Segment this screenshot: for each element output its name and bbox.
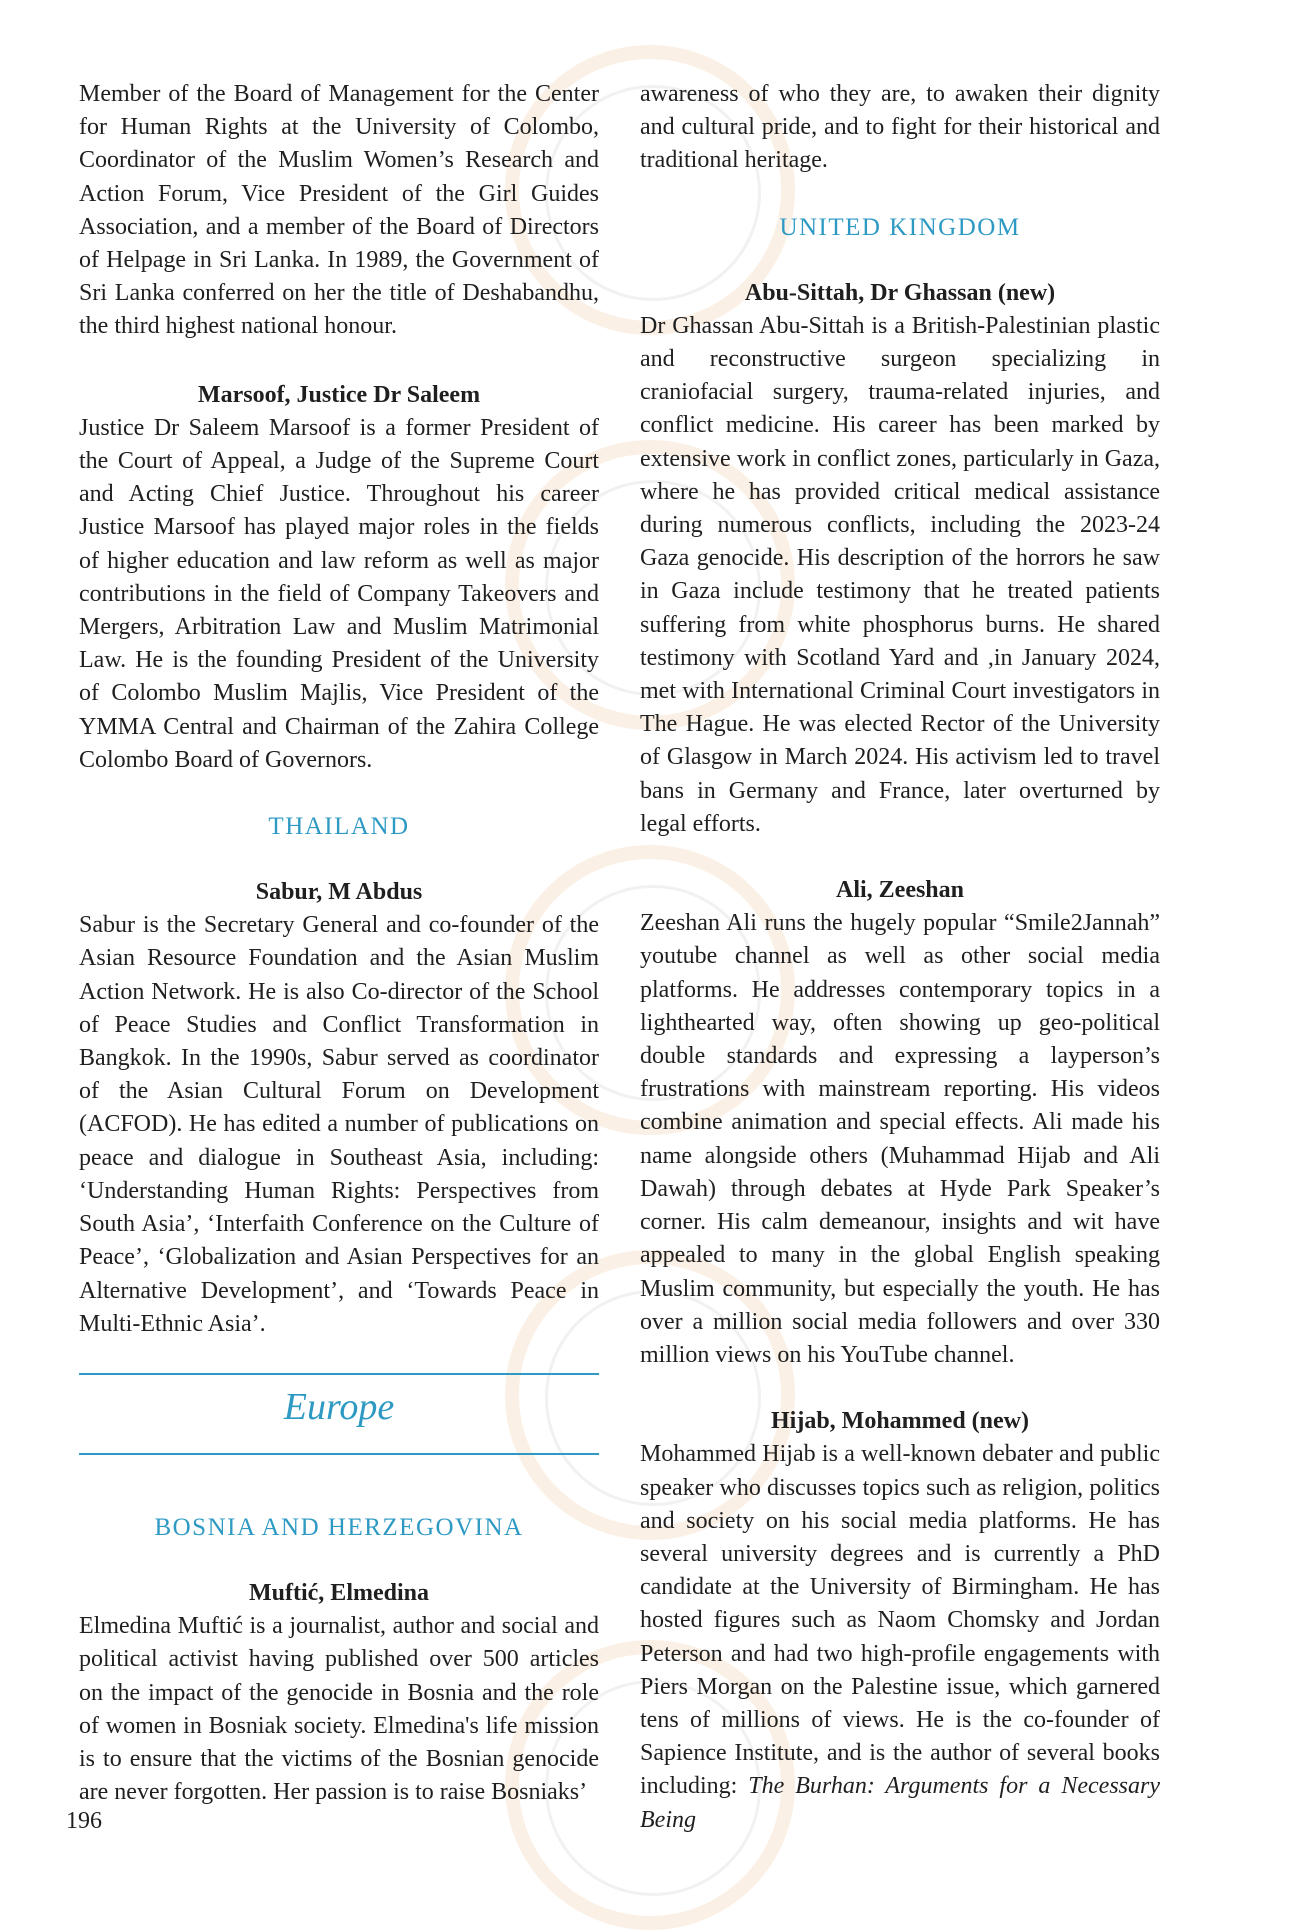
entry-name-sabur: Sabur, M Abdus (255, 879, 423, 906)
entry-bio-hijab (640, 1438, 1160, 1836)
right-column (640, 78, 1160, 1837)
entry-bio-muftic: Elmedina Muftić is a journalist, author and social and political activist having published over 500 articles on the impact of the genocide in Bosnia and the role of women in Bosniak society. Elmedina's life mission is to ensure that the victims of the Bosnian genocide are never forgotten. Her passion is to raise Bosniaks’ (79, 1613, 599, 1806)
country-heading-thailand: THAILAND (268, 813, 410, 841)
entry-name-hijab: Hijab, Mohammed (new) (771, 1408, 1029, 1435)
book-title: The Burhan: Arguments for a Necessary Being (640, 1773, 1160, 1833)
region-title: Europe (283, 1385, 395, 1428)
entry-bio-ali: Zeeshan Ali runs the hugely popular “Smile2Jannah” youtube channel as well as other social media platforms. He addresses contemporary topics in a lighthearted way, often showing up geo-political double standards and expressing a layperson’s frustrations with mainstream reporting. His videos combine animation and special effects. Ali made his name alongside others (Muhammad Hijab and Ali Dawah) through debates at Hyde Park Speaker’s corner. His calm demeanour, insights and wit have appealed to many in the global English speaking Muslim community, but especially the youth. He has over a million social media followers and over 330 million views on his YouTube channel. (640, 910, 1160, 1368)
entry-bio-sabur: Sabur is the Secretary General and co-founder of the Asian Resource Foundation and the Asian Muslim Action Network. He is also Co-director of the School of Peace Studies and Conflict Transformation in Bangkok. In the 1990s, Sabur served as coordinator of the Asian Cultural Forum on Development (ACFOD). He has edited a number of publications on peace and dialogue in Southeast Asia, including: ‘Understanding Human Rights: Perspectives from South Asia’, ‘Interfaith Conference on the Culture of Peace’, ‘Globalization and Asian Perspectives for an Alternative Development’, and ‘Towards Peace in Multi-Ethnic Asia’. (79, 912, 599, 1337)
hijab-bio-text: Mohammed Hijab is a well-known debater and public speaker who discusses topics such as religion, politics and society on his social media platforms. He has several university degrees and is currently a PhD candidate at the University of Birmingham. He has hosted figures such as Naom Chomsky and Jordan Peterson and had two high-profile engagements with Piers Morgan on the Palestine issue, which garnered tens of millions of views. He is the co-founder of Sapience Institute, and is the author of several books including: (640, 1441, 1160, 1800)
region-banner (79, 1373, 599, 1455)
continued-paragraph: awareness of who they are, to awaken their dignity and cultural pride, and to fight for their historical and traditional heritage. (640, 81, 1160, 174)
region-rule-top (79, 1373, 599, 1375)
country-heading-uk: UNITED KINGDOM (779, 213, 1021, 241)
entry-bio-abu-sittah: Dr Ghassan Abu-Sittah is a British-Palestinian plastic and reconstructive surgeon specializing in craniofacial surgery, trauma-related injuries, and conflict medicine. His career has been marked by extensive work in conflict zones, particularly in Gaza, where he has provided critical medical assistance during numerous conflicts, including the 2023-24 Gaza genocide. His description of the horrors he saw in Gaza include testimony that he treated patients suffering from white phosphorus burns. He shared testimony with Scotland Yard and ,in January 2024, met with International Criminal Court investigators in The Hague. He was elected Rector of the University of Glasgow in March 2024. His activism led to travel bans in Germany and France, later overturned by legal efforts. (640, 312, 1160, 837)
entry-name-abu-sittah: Abu-Sittah, Dr Ghassan (new) (744, 279, 1056, 306)
region-rule-bottom (79, 1453, 599, 1455)
entry-name-ali: Ali, Zeeshan (835, 877, 964, 904)
entry-name-marsoof: Marsoof, Justice Dr Saleem (197, 381, 481, 408)
page-number: 196 (66, 1808, 102, 1834)
entry-name-muftic: Muftić, Elmedina (249, 1579, 429, 1606)
country-heading-bosnia: BOSNIA AND HERZEGOVINA (154, 1513, 524, 1541)
intro-paragraph: Member of the Board of Management for the Center for Human Rights at the University of Colombo, Coordinator of the Muslim Women’s Research and Action Forum, Vice President of the Girl Guides Association, and a member of the Board of Directors of Helpage in Sri Lanka. In 1989, the Government of Sri Lanka conferred on her the title of Deshabandhu, the third highest national honour. (79, 81, 599, 340)
left-column (79, 78, 599, 1809)
entry-bio-marsoof: Justice Dr Saleem Marsoof is a former President of the Court of Appeal, a Judge of the Supreme Court and Acting Chief Justice. Throughout his career Justice Marsoof has played major roles in the fields of higher education and law reform as well as major contributions in the field of Company Takeovers and Mergers, Arbitration Law and Muslim Matrimonial Law. He is the founding President of the University of Colombo Muslim Majlis, Vice President of the YMMA Central and Chairman of the Zahira College Colombo Board of Governors. (79, 414, 599, 773)
